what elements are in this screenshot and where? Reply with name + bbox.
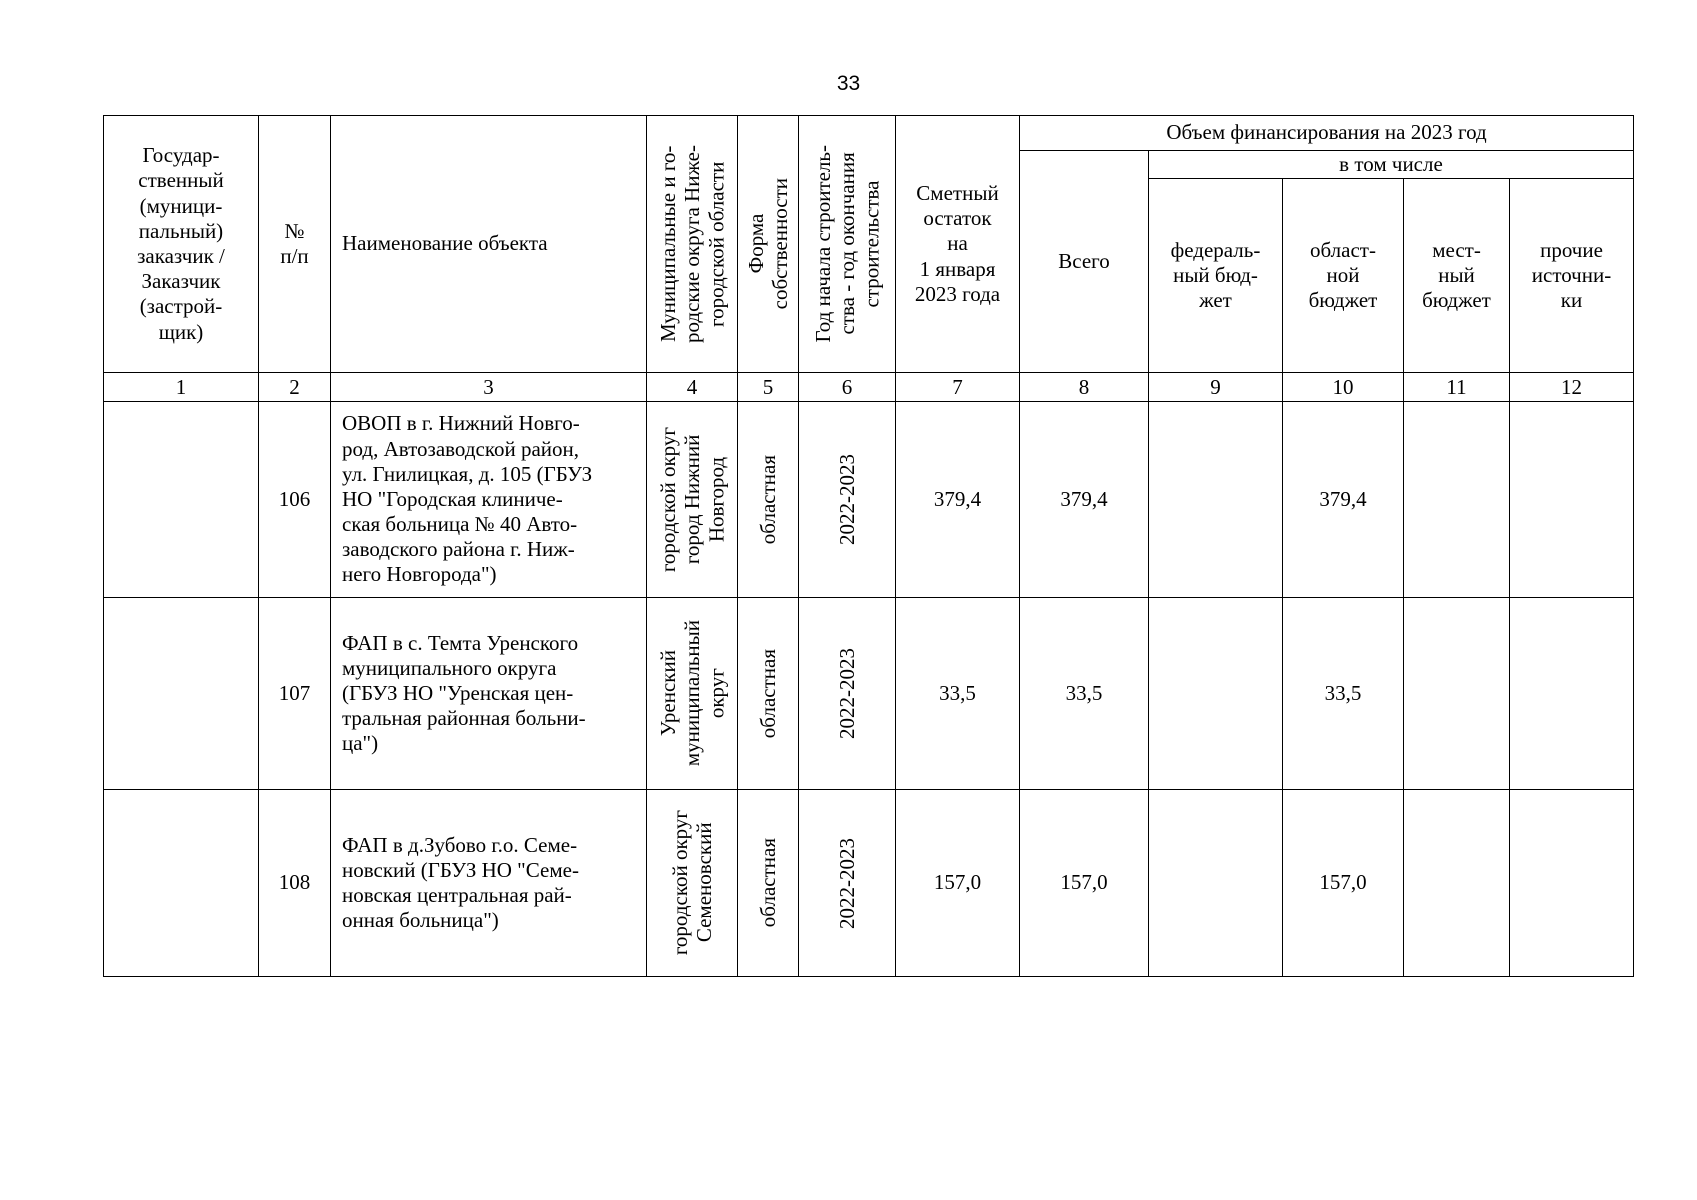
local-cell bbox=[1404, 598, 1510, 790]
number-cell: 106 bbox=[259, 402, 331, 598]
financing-table bbox=[103, 115, 1634, 977]
header-object-name: Наименование объекта bbox=[331, 116, 647, 373]
district-text: Уренский муниципальный округ bbox=[655, 620, 729, 767]
estimate-balance-cell: 33,5 bbox=[896, 598, 1020, 790]
header-row bbox=[104, 116, 1634, 151]
header-estimate-balance: Сметный остаток на 1 января 2023 года bbox=[896, 116, 1020, 373]
header-customer: Государ- ственный (муници- пальный) заказчик / Заказчик (застрой- щик) bbox=[104, 116, 259, 373]
federal-cell bbox=[1149, 790, 1283, 977]
column-number: 6 bbox=[799, 373, 896, 402]
federal-cell bbox=[1149, 598, 1283, 790]
column-number: 8 bbox=[1020, 373, 1149, 402]
header-other: прочие источни- ки bbox=[1510, 179, 1634, 373]
ownership-text: областная bbox=[755, 454, 780, 545]
page-number: 33 bbox=[836, 72, 861, 95]
years-cell bbox=[799, 598, 896, 790]
years-text: 2022-2023 bbox=[834, 648, 859, 739]
years-cell bbox=[799, 402, 896, 598]
header-ownership-text: Форма собственности bbox=[743, 178, 792, 310]
ownership-cell bbox=[738, 402, 799, 598]
estimate-balance-cell: 157,0 bbox=[896, 790, 1020, 977]
regional-cell: 157,0 bbox=[1283, 790, 1404, 977]
local-cell bbox=[1404, 790, 1510, 977]
column-number: 11 bbox=[1404, 373, 1510, 402]
table-row bbox=[104, 790, 1634, 977]
column-number: 10 bbox=[1283, 373, 1404, 402]
header-local: мест- ный бюджет bbox=[1404, 179, 1510, 373]
header-years bbox=[799, 116, 896, 373]
district-cell bbox=[647, 598, 738, 790]
column-number: 7 bbox=[896, 373, 1020, 402]
header-including-group: в том числе bbox=[1149, 151, 1634, 179]
district-text: городской округ город Нижний Новгород bbox=[655, 426, 729, 573]
total-cell: 33,5 bbox=[1020, 598, 1149, 790]
header-regional: област- ной бюджет bbox=[1283, 179, 1404, 373]
district-text: городской округ Семеновский bbox=[667, 810, 716, 956]
regional-cell: 33,5 bbox=[1283, 598, 1404, 790]
years-text: 2022-2023 bbox=[834, 454, 859, 545]
estimate-balance-cell: 379,4 bbox=[896, 402, 1020, 598]
district-cell bbox=[647, 402, 738, 598]
years-cell bbox=[799, 790, 896, 977]
header-federal: федераль- ный бюд- жет bbox=[1149, 179, 1283, 373]
header-total: Всего bbox=[1020, 151, 1149, 373]
column-number: 1 bbox=[104, 373, 259, 402]
customer-cell bbox=[104, 790, 259, 977]
header-ownership bbox=[738, 116, 799, 373]
header-years-text: Год начала строитель- ства - год окончания строительства bbox=[810, 145, 884, 343]
column-number: 3 bbox=[331, 373, 647, 402]
ownership-text: областная bbox=[755, 648, 780, 739]
years-text: 2022-2023 bbox=[834, 837, 859, 929]
header-district bbox=[647, 116, 738, 373]
column-number: 2 bbox=[259, 373, 331, 402]
total-cell: 157,0 bbox=[1020, 790, 1149, 977]
ownership-cell bbox=[738, 790, 799, 977]
other-cell bbox=[1510, 598, 1634, 790]
object-name-cell: ФАП в д.Зубово г.о. Семе- новский (ГБУЗ НО "Семе- новская центральная рай- онная больница") bbox=[331, 790, 647, 977]
customer-cell bbox=[104, 598, 259, 790]
district-cell bbox=[647, 790, 738, 977]
customer-cell bbox=[104, 402, 259, 598]
column-number: 12 bbox=[1510, 373, 1634, 402]
column-number: 9 bbox=[1149, 373, 1283, 402]
local-cell bbox=[1404, 402, 1510, 598]
other-cell bbox=[1510, 402, 1634, 598]
number-cell: 108 bbox=[259, 790, 331, 977]
object-name-cell: ОВОП в г. Нижний Новго- род, Автозаводской район, ул. Гнилицкая, д. 105 (ГБУЗ НО "Городская клиниче- ская больница № 40 Авто- заводского района г. Ниж- него Новгорода") bbox=[331, 402, 647, 598]
federal-cell bbox=[1149, 402, 1283, 598]
table-row bbox=[104, 598, 1634, 790]
table-row bbox=[104, 402, 1634, 598]
total-cell: 379,4 bbox=[1020, 402, 1149, 598]
header-district-text: Муниципальные и го- родские округа Ниже- городской области bbox=[655, 145, 729, 343]
number-cell: 107 bbox=[259, 598, 331, 790]
column-number: 5 bbox=[738, 373, 799, 402]
column-number: 4 bbox=[647, 373, 738, 402]
ownership-text: областная bbox=[755, 838, 780, 928]
column-numbers-row bbox=[104, 373, 1634, 402]
ownership-cell bbox=[738, 598, 799, 790]
object-name-cell: ФАП в с. Темта Уренского муниципального округа (ГБУЗ НО "Уренская цен- тральная районная больни- ца") bbox=[331, 598, 647, 790]
regional-cell: 379,4 bbox=[1283, 402, 1404, 598]
other-cell bbox=[1510, 790, 1634, 977]
header-funding-group: Объем финансирования на 2023 год bbox=[1020, 116, 1634, 151]
header-number: № п/п bbox=[259, 116, 331, 373]
